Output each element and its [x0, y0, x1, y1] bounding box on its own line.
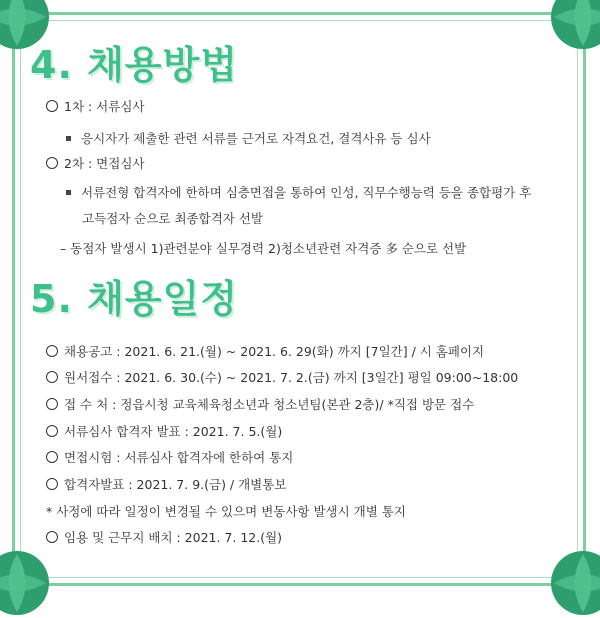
tie-rule: – 동점자 발생시 1)관련분야 실무경력 2)청소년관련 자격증 多 순으로 선발: [60, 241, 467, 256]
circle-bullet-icon: [46, 100, 58, 112]
section-5-title: 5. 채용일정: [30, 277, 238, 321]
circle-bullet-icon: [46, 157, 58, 169]
corner-leaf-icon: [548, 548, 600, 618]
item-text: 1차 : 서류심사: [64, 99, 145, 114]
item-text: 접 수 처 : 정읍시청 교육체육청소년과 청소년팀(본관 2층)/ *직접 방문 접수: [64, 397, 475, 412]
list-item: [46, 155, 145, 173]
schedule-item: [46, 423, 282, 441]
item-text: 임용 및 근무지 배치 : 2021. 7. 12.(월): [64, 530, 283, 545]
circle-bullet-icon: [46, 425, 58, 437]
circle-bullet-icon: [46, 371, 58, 383]
square-bullet-icon: [66, 136, 71, 141]
item-text: 고득점자 순으로 최종합격자 선발: [82, 211, 263, 226]
item-text: 합격자발표 : 2021. 7. 9.(금) / 개별통보: [64, 477, 287, 492]
circle-bullet-icon: [46, 531, 58, 543]
circle-bullet-icon: [46, 345, 58, 357]
schedule-item: [46, 396, 474, 414]
item-text: 서류심사 합격자 발표 : 2021. 7. 5.(월): [64, 424, 283, 439]
schedule-note: * 사정에 따라 일정이 변경될 수 있으며 변동사항 발생시 개별 통지: [46, 504, 406, 519]
list-item-continuation: [66, 210, 263, 228]
circle-bullet-icon: [46, 478, 58, 490]
schedule-item: [46, 369, 518, 387]
list-item: [46, 98, 145, 116]
corner-leaf-icon: [548, 0, 600, 52]
schedule-item: [46, 343, 484, 361]
item-text: 채용공고 : 2021. 6. 21.(월) ~ 2021. 6. 29(화) 까지 [7일간] / 시 홈페이지: [64, 344, 485, 359]
list-item: [66, 130, 431, 148]
list-item: [66, 184, 531, 202]
square-bullet-icon: [66, 190, 71, 195]
circle-bullet-icon: [46, 398, 58, 410]
corner-leaf-icon: [0, 548, 52, 618]
item-text: 2차 : 면접심사: [64, 156, 145, 171]
item-text: 원서접수 : 2021. 6. 30.(수) ~ 2021. 7. 2.(금) 까지 [3일간] 평일 09:00~18:00: [64, 370, 519, 385]
schedule-item: [46, 529, 282, 547]
schedule-item: [46, 449, 293, 467]
section-4-title: 4. 채용방법: [30, 43, 238, 87]
item-text: 서류전형 합격자에 한하며 심층면접을 통하여 인성, 직무수행능력 등을 종합평가 후: [81, 185, 532, 200]
item-text: 면접시험 : 서류심사 합격자에 한하여 통지: [64, 450, 294, 465]
circle-bullet-icon: [46, 451, 58, 463]
item-text: 응시자가 제출한 관련 서류를 근거로 자격요건, 결격사유 등 심사: [81, 131, 431, 146]
schedule-item: [46, 476, 286, 494]
